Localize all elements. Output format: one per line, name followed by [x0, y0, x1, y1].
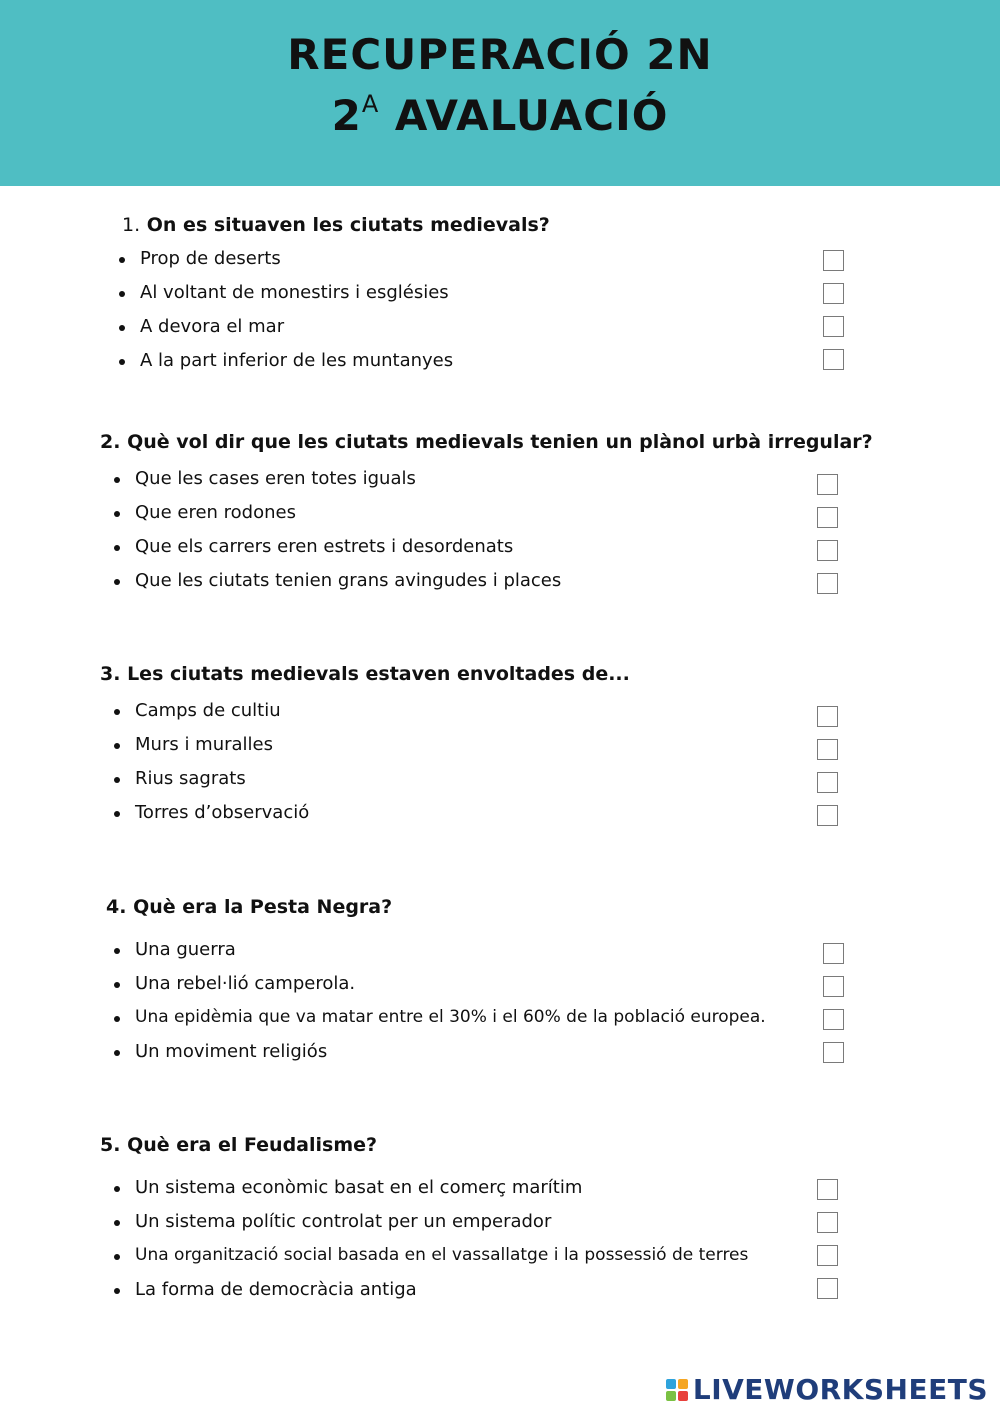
question-3 [100, 663, 630, 685]
checkbox-1-2[interactable] [823, 283, 844, 304]
option-5-1: Un sistema econòmic basat en el comerç marítim [135, 1177, 583, 1198]
question-number: 3. [100, 663, 121, 685]
question-2 [100, 431, 873, 453]
subtitle-text: AVALUACIÓ [379, 91, 669, 140]
subtitle-ordinal: A [361, 90, 380, 118]
checkbox-5-2[interactable] [817, 1212, 838, 1233]
checkbox-1-3[interactable] [823, 316, 844, 337]
checkbox-3-3[interactable] [817, 772, 838, 793]
option-2-4: Que les ciutats tenien grans avingudes i places [135, 570, 562, 591]
option-5-3: Una organització social basada en el vassallatge i la possessió de terres [135, 1245, 749, 1265]
checkbox-5-1[interactable] [817, 1179, 838, 1200]
checkbox-3-1[interactable] [817, 706, 838, 727]
question-number: 2. [100, 431, 121, 453]
option-2-3: Que els carrers eren estrets i desordenats [135, 536, 514, 557]
option-2-1: Que les cases eren totes iguals [135, 468, 416, 489]
checkbox-2-4[interactable] [817, 573, 838, 594]
option-4-3: Una epidèmia que va matar entre el 30% i el 60% de la població europea. [135, 1007, 766, 1027]
checkbox-2-1[interactable] [817, 474, 838, 495]
option-5-2: Un sistema polític controlat per un emperador [135, 1211, 552, 1232]
question-text: On es situaven les ciutats medievals? [146, 214, 550, 236]
option-1-4: A la part inferior de les muntanyes [140, 350, 454, 371]
checkbox-2-2[interactable] [817, 507, 838, 528]
logo-square-blue [666, 1379, 676, 1389]
page-subtitle [0, 90, 1000, 140]
checkbox-4-3[interactable] [823, 1009, 844, 1030]
question-text: Què vol dir que les ciutats medievals tenien un plànol urbà irregular? [127, 431, 873, 453]
question-4 [106, 896, 392, 918]
option-4-4: Un moviment religiós [135, 1041, 328, 1062]
checkbox-1-4[interactable] [823, 349, 844, 370]
question-number: 4. [106, 896, 127, 918]
checkbox-2-3[interactable] [817, 540, 838, 561]
checkbox-3-2[interactable] [817, 739, 838, 760]
checkbox-4-4[interactable] [823, 1042, 844, 1063]
liveworksheets-brand [666, 1373, 988, 1406]
question-text: Què era el Feudalisme? [127, 1134, 378, 1156]
option-5-4: La forma de democràcia antiga [135, 1279, 417, 1300]
option-3-4: Torres d’observació [135, 802, 310, 823]
option-4-1: Una guerra [135, 939, 236, 960]
option-4-2: Una rebel·lió camperola. [135, 973, 356, 994]
checkbox-4-2[interactable] [823, 976, 844, 997]
subtitle-number: 2 [331, 91, 362, 140]
page-title: RECUPERACIÓ 2N [287, 30, 713, 79]
checkbox-5-3[interactable] [817, 1245, 838, 1266]
question-text: Les ciutats medievals estaven envoltades de... [127, 663, 630, 685]
checkbox-5-4[interactable] [817, 1278, 838, 1299]
logo-square-red [678, 1391, 688, 1401]
option-3-3: Rius sagrats [135, 768, 246, 789]
checkbox-3-4[interactable] [817, 805, 838, 826]
question-number: 5. [100, 1134, 121, 1156]
question-number: 1. [122, 214, 141, 236]
question-5 [100, 1134, 377, 1156]
question-1 [122, 214, 550, 236]
option-2-2: Que eren rodones [135, 502, 296, 523]
checkbox-4-1[interactable] [823, 943, 844, 964]
logo-square-orange [678, 1379, 688, 1389]
question-text: Què era la Pesta Negra? [133, 896, 393, 918]
checkbox-1-1[interactable] [823, 250, 844, 271]
logo-square-green [666, 1391, 676, 1401]
option-3-2: Murs i muralles [135, 734, 273, 755]
liveworksheets-logo-icon [666, 1379, 688, 1401]
page-header [0, 0, 1000, 186]
option-1-1: Prop de deserts [140, 248, 281, 269]
option-1-3: A devora el mar [140, 316, 285, 337]
option-1-2: Al voltant de monestirs i esglésies [140, 282, 449, 303]
option-3-1: Camps de cultiu [135, 700, 281, 721]
brand-name: LIVEWORKSHEETS [692, 1373, 988, 1406]
